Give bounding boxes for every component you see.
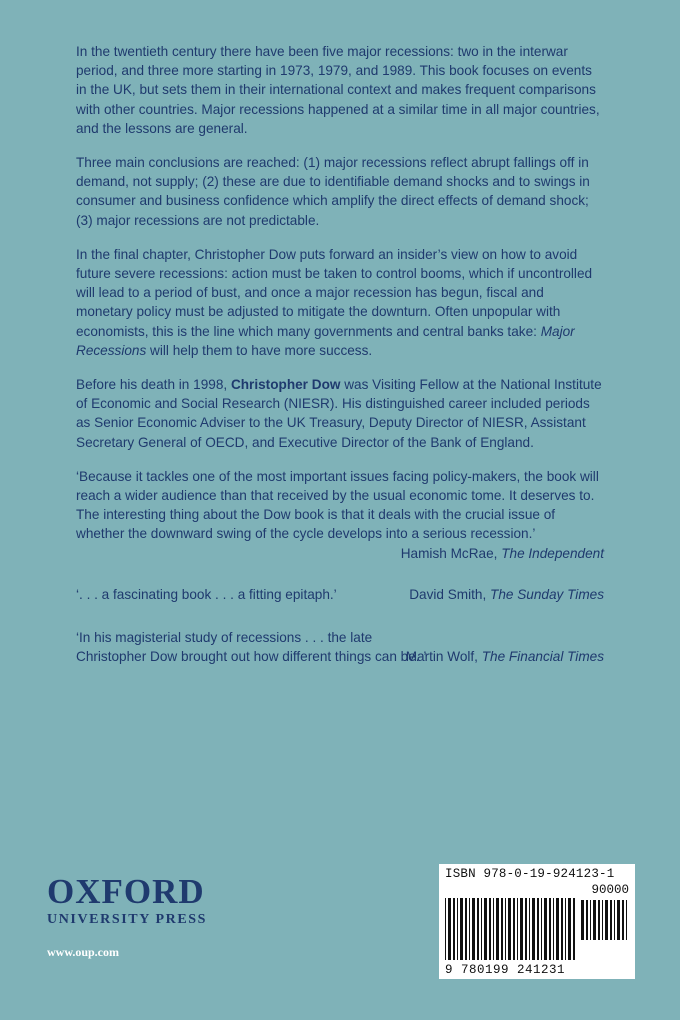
barcode-bar bbox=[493, 898, 494, 960]
barcode-bar bbox=[529, 898, 530, 960]
review-attribution bbox=[76, 544, 604, 563]
barcode-bar bbox=[610, 900, 612, 940]
publisher-logo bbox=[47, 874, 207, 928]
barcode-bar bbox=[489, 898, 491, 960]
review-source: The Financial Times bbox=[481, 649, 604, 665]
author-name: Christopher Dow bbox=[230, 377, 341, 393]
barcode-bar bbox=[556, 898, 559, 960]
barcode-bar bbox=[593, 900, 596, 940]
barcode-bar bbox=[565, 898, 566, 960]
review-author: Hamish McRae, bbox=[400, 545, 502, 561]
review-author: Martin Wolf, bbox=[405, 649, 482, 665]
review-source: The Independent bbox=[501, 545, 604, 561]
barcode-bar bbox=[520, 898, 523, 960]
barcode-bar bbox=[481, 898, 482, 960]
price-code: 90000 bbox=[591, 883, 629, 897]
blurb-paragraph-1: In the twentieth century there have been five major recessions: two in the interwar period, and three more starting in 1973, 1979, and 1989. This book focuses on events in the UK, but sets them in their international context and makes frequent comparisons with other countries. Major recessions happened at a similar time in all major countries, and the lessons are general. bbox=[76, 44, 600, 136]
barcode-bar bbox=[586, 900, 588, 940]
review-author: David Smith, bbox=[409, 586, 491, 602]
review-source: The Sunday Times bbox=[490, 586, 604, 602]
barcode-bar bbox=[484, 898, 487, 960]
blurb-paragraph-3 bbox=[76, 245, 604, 360]
blurb-text bbox=[76, 42, 604, 678]
barcode-bar bbox=[614, 900, 615, 940]
review-quote-text: ‘Because it tackles one of the most important issues facing policy-makers, the book will reach a wider audience than that received by the usual economic tome. It deserves to. The interesting thing about the Dow book is that it deals with the crucial issue of whether the downward swing of the cycle develops into a serious recession.’ bbox=[76, 468, 599, 542]
ean-digits: 9 780199 241231 bbox=[445, 963, 566, 977]
author-bio-text: was Visiting Fellow at the National Institute of Economic and Social Research (NIESR). His distinguished career included periods as Senior Economic Adviser to the UK Treasury, Deputy Director of NIESR, Assistant Secretary General of OECD, and Executive Director of the Bank of England. bbox=[76, 377, 602, 450]
barcode-bar bbox=[626, 900, 627, 940]
author-bio bbox=[76, 375, 604, 452]
barcode-bar bbox=[541, 898, 542, 960]
barcode-bar bbox=[598, 900, 600, 940]
barcode-bar bbox=[549, 898, 551, 960]
barcode-bar bbox=[537, 898, 539, 960]
barcode-bar bbox=[561, 898, 563, 960]
publisher-subtitle: UNIVERSITY PRESS bbox=[47, 912, 208, 927]
barcode-bar bbox=[448, 898, 451, 960]
barcode-bar bbox=[581, 900, 584, 940]
review-attribution bbox=[406, 647, 604, 666]
barcode-bar bbox=[573, 898, 575, 960]
book-title-inline: Major Recessions bbox=[76, 323, 575, 358]
barcode-bar bbox=[568, 898, 571, 960]
barcode-bar bbox=[544, 898, 547, 960]
barcode-bar bbox=[472, 898, 475, 960]
barcode-bar bbox=[477, 898, 479, 960]
review-quote-1 bbox=[76, 467, 604, 563]
review-quote-text: ‘In his magisterial study of recessions . . . the late Christopher Dow brought out how different things can be. ’ bbox=[76, 630, 427, 665]
barcode-bar bbox=[457, 898, 458, 960]
barcode-bar bbox=[445, 898, 446, 960]
barcode-bar bbox=[496, 898, 499, 960]
publisher-url: www.oup.com bbox=[47, 945, 120, 959]
barcode-bar bbox=[532, 898, 535, 960]
isbn-label: ISBN 978-0-19-924123-1 bbox=[445, 867, 615, 881]
barcode-bar bbox=[469, 898, 470, 960]
barcode-bar bbox=[513, 898, 515, 960]
barcode-bar bbox=[602, 900, 603, 940]
barcode-bar bbox=[501, 898, 503, 960]
barcode-bar bbox=[605, 900, 608, 940]
review-attribution bbox=[409, 585, 604, 604]
barcode-bar bbox=[460, 898, 463, 960]
barcode-bar bbox=[508, 898, 511, 960]
author-bio-intro: Before his death in 1998, bbox=[76, 377, 231, 393]
barcode-bar bbox=[590, 900, 591, 940]
blurb-paragraph-3-tail: will help them to have more success. bbox=[146, 342, 373, 358]
addon-barcode-bars bbox=[581, 900, 629, 940]
blurb-paragraph-3-text: In the final chapter, Christopher Dow puts forward an insider’s view on how to avoid future severe recessions: action must be taken to control booms, which if uncontrolled will lead to a period of bust, and once a major recession has begun, fiscal and monetary policy must be adjusted to mitigate the downturn. Often unpopular with economists, this is the line which many governments and central banks take: bbox=[76, 246, 593, 339]
barcode-bar bbox=[553, 898, 554, 960]
barcode-bar bbox=[525, 898, 527, 960]
barcode-bar bbox=[453, 898, 455, 960]
review-quote-3 bbox=[76, 628, 604, 666]
isbn-barcode bbox=[439, 864, 635, 979]
review-quote-text: ‘. . . a fascinating book . . . a fitting epitaph.’ bbox=[76, 586, 337, 602]
ean-barcode-bars bbox=[445, 898, 579, 960]
barcode-bar bbox=[617, 900, 620, 940]
barcode-bar bbox=[622, 900, 624, 940]
review-quote-2 bbox=[76, 585, 604, 604]
barcode-bar bbox=[465, 898, 467, 960]
blurb-paragraph-2: Three main conclusions are reached: (1) major recessions reflect abrupt fallings off in demand, not supply; (2) these are due to identifiable demand shocks and to swings in consumer and business confidence which amplify the direct effects of demand shock; (3) major recessions are not predictable. bbox=[76, 155, 590, 228]
barcode-bar bbox=[505, 898, 506, 960]
publisher-name: OXFORD bbox=[47, 872, 205, 911]
barcode-bar bbox=[517, 898, 518, 960]
